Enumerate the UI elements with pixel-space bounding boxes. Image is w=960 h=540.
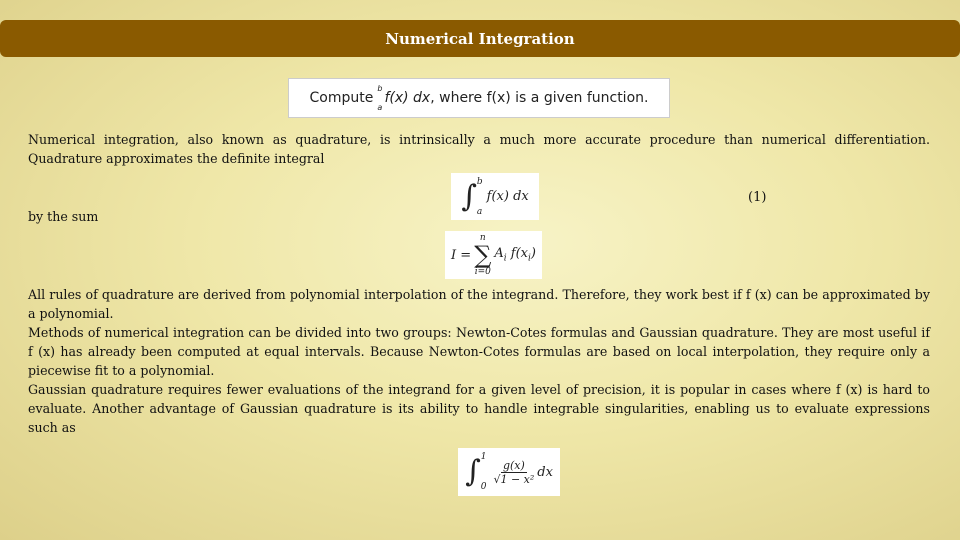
problem-statement <box>288 78 670 118</box>
equation3-lower: 0 <box>480 482 487 492</box>
integral-sign-icon: ∫ <box>461 178 477 214</box>
equation1-lower: a <box>476 206 483 217</box>
paragraph-methods: Methods of numerical integration can be divided into two groups: Newton-Cotes formulas and Gaussian quadrature. They are most useful if f (x) has already been computed at equal intervals. Because Newton-Cotes formulas are based on local interpolation, they require only a piecewise fit to a polynomial. <box>28 325 930 378</box>
by-the-sum-label: by the sum <box>28 209 99 224</box>
function-subscript: i <box>527 253 531 264</box>
sum-upper: n <box>479 233 486 243</box>
page-title: Numerical Integration <box>0 20 960 57</box>
equation3-denominator: √1 − x² <box>493 472 535 486</box>
paragraph-intro: Numerical integration, also known as quadrature, is intrinsically a much more accurate procedure than numerical differentiation. Quadrature approximates the definite integral <box>28 132 930 166</box>
problem-prefix: Compute <box>309 90 374 106</box>
equation-number: (1) <box>748 190 767 205</box>
problem-limits <box>377 84 382 112</box>
problem-lower-limit: a <box>377 103 383 112</box>
paragraph-body <box>28 285 930 437</box>
weight-symbol: A <box>494 246 504 262</box>
problem-integrand: f(x) dx <box>384 90 431 106</box>
paragraph-polynomial: All rules of quadrature are derived from polynomial interpolation of the integrand. Therefore, they work best if f (x) can be approximated by a polynomial. <box>28 287 930 321</box>
equation1-integrand: f(x) dx <box>486 189 529 204</box>
equation3-limits <box>481 452 487 492</box>
integral-sign-icon: ∫ <box>465 454 481 489</box>
weight-subscript: i <box>503 253 507 264</box>
equation-quadrature-sum <box>445 231 542 279</box>
sum-lower: i=0 <box>474 267 491 277</box>
equation-singular-integral <box>458 448 560 496</box>
summation-group <box>474 233 491 277</box>
equation3-dx: dx <box>537 464 553 480</box>
equation2-lhs: I = <box>451 247 472 263</box>
sigma-icon: ∑ <box>474 241 492 269</box>
equation3-upper: 1 <box>480 452 487 462</box>
equation3-numerator: g(x) <box>502 458 525 472</box>
equation3-fraction <box>493 459 534 486</box>
function-close: ) <box>530 246 536 262</box>
function-symbol: f(x <box>510 246 528 262</box>
problem-upper-limit: b <box>377 84 383 93</box>
paragraph-gaussian: Gaussian quadrature requires fewer evaluations of the integrand for a given level of precision, it is popular in cases where f (x) is hard to evaluate. Another advantage of Gaussian quadrature is its ability to handle integrable singularities, enabling us to evaluate expressions such as <box>28 382 930 435</box>
equation1-upper: b <box>476 176 483 187</box>
problem-suffix: , where f(x) is a given function. <box>430 90 649 106</box>
sum-term <box>494 246 536 264</box>
